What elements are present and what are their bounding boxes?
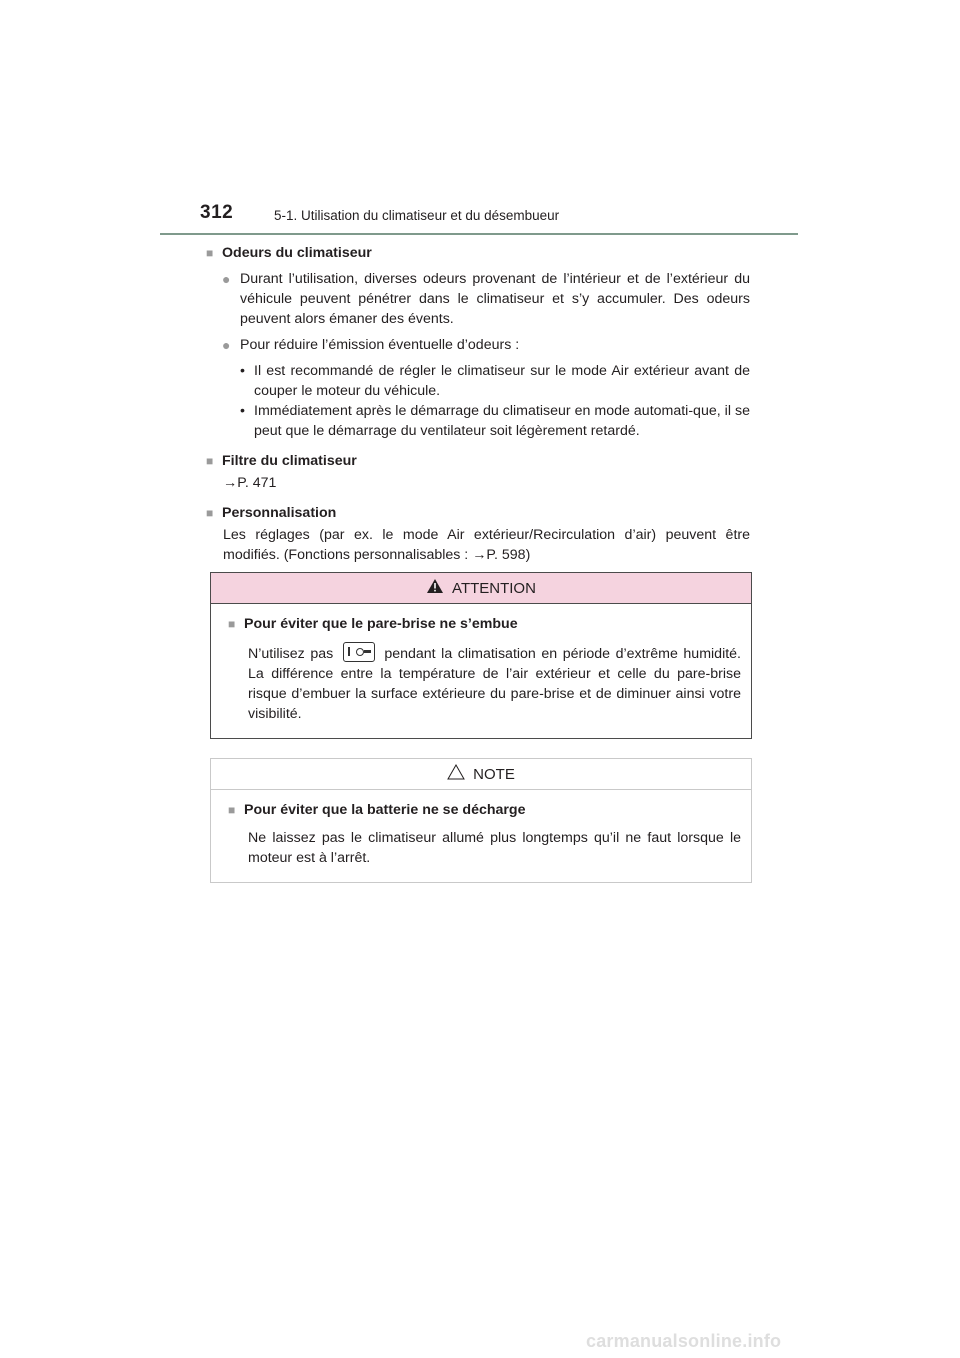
attention-title-text: Pour éviter que le pare-brise ne s’embue <box>244 616 518 632</box>
attention-title <box>228 614 741 634</box>
round-bullet-icon: ● <box>222 271 231 287</box>
bullet-text: Durant l’utilisation, diverses odeurs provenant de l’intérieur et de l’extérieur du véhicule peuvent pénétrer dans le climatiseur et s’y accumuler. Des odeurs peuvent alors émaner des évents. <box>240 271 750 327</box>
heading-filtre <box>206 451 750 471</box>
header-divider <box>160 233 798 235</box>
square-bullet-icon: ■ <box>206 506 214 520</box>
heading-text: Odeurs du climatiseur <box>222 245 372 261</box>
square-bullet-icon: ■ <box>206 246 214 260</box>
square-bullet-icon: ■ <box>228 617 236 631</box>
main-content <box>206 243 750 565</box>
attention-text-after: pendant la climatisation en période d’extrême humidité. La différence entre la température de l’air extérieur et celle du pare-brise risque d’embuer la surface extérieure du pare-brise et de diminuer ainsi votre visibilité. <box>248 646 741 722</box>
section-title: 5-1. Utilisation du climatiseur et du désembueur <box>274 208 560 223</box>
note-header <box>211 759 751 790</box>
heading-odeurs <box>206 243 750 263</box>
warning-icon <box>426 578 444 598</box>
round-bullet-icon: ● <box>222 337 231 353</box>
paragraph: Les réglages (par ex. le mode Air extérieur/Recirculation d’air) peuvent être modifiés. (Fonctions personnalisables : →P. 598) <box>223 527 750 563</box>
heading-text: Filtre du climatiseur <box>222 453 357 469</box>
note-text: Ne laissez pas le climatiseur allumé plus longtemps qu’il ne faut lorsque le moteur est à l’arrêt. <box>248 830 741 866</box>
sub-item-text: Il est recommandé de régler le climatiseur sur le mode Air extérieur avant de couper le moteur du véhicule. <box>254 363 750 399</box>
watermark[interactable]: carmanualsonline.info <box>586 1331 782 1351</box>
list-item <box>222 335 750 355</box>
square-bullet-icon: ■ <box>228 803 236 817</box>
note-title <box>228 800 741 820</box>
caution-outline-icon <box>447 764 465 784</box>
sub-list-item <box>231 361 750 401</box>
sub-item-text: Immédiatement après le démarrage du climatiseur en mode automati-que, il se peut que le démarrage du ventilateur soit légèrement retardé. <box>254 403 750 439</box>
heading-text: Personnalisation <box>222 505 337 521</box>
front-defroster-button-icon <box>343 642 375 662</box>
heading-personnalisation <box>206 503 750 523</box>
attention-body <box>211 604 751 738</box>
page-header <box>0 0 960 240</box>
small-bullet-icon: • <box>240 403 245 419</box>
note-body <box>211 790 751 882</box>
attention-text-before: N’utilisez pas <box>248 646 334 662</box>
note-box <box>210 758 752 883</box>
bullet-text: Pour réduire l’émission éventuelle d’odeurs : <box>240 337 520 353</box>
note-title-text: Pour éviter que la batterie ne se décharge <box>244 802 526 818</box>
sub-list-item <box>231 401 750 441</box>
page-reference-link[interactable]: →P. 471 <box>223 475 277 491</box>
list-item <box>222 269 750 329</box>
square-bullet-icon: ■ <box>206 454 214 468</box>
small-bullet-icon: • <box>240 363 245 379</box>
attention-text <box>248 642 741 724</box>
attention-box <box>210 572 752 739</box>
note-label: NOTE <box>473 765 515 783</box>
attention-header <box>211 573 751 604</box>
page-number: 312 <box>200 202 234 223</box>
attention-label: ATTENTION <box>452 579 536 597</box>
